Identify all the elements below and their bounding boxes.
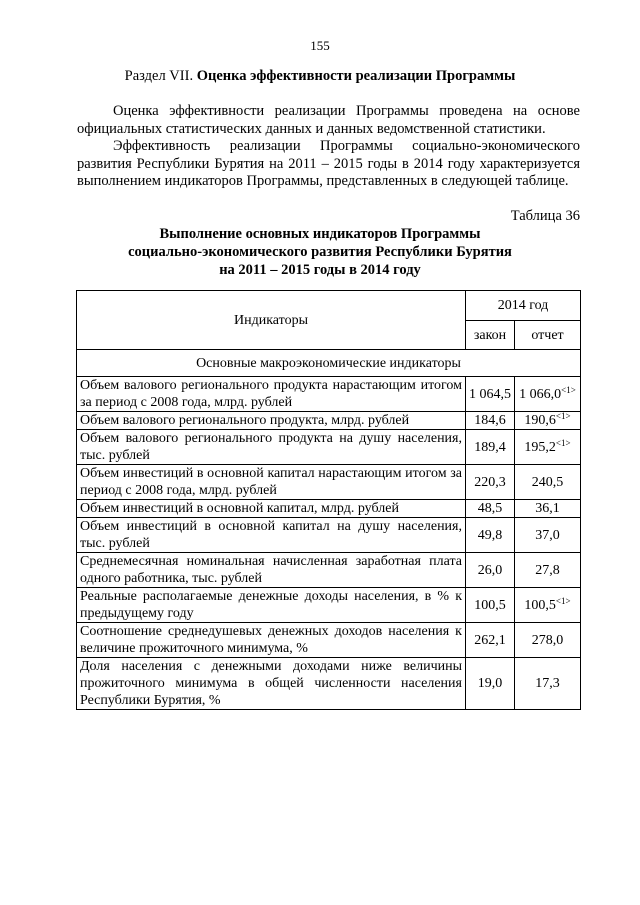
table-row: [77, 588, 581, 623]
law-value: 189,4: [466, 430, 515, 465]
report-value: 278,0: [531, 632, 564, 648]
table-header-row: [77, 291, 581, 321]
report-cell: [515, 465, 581, 500]
report-value: 1 066,0: [519, 386, 562, 402]
report-cell: [515, 518, 581, 553]
report-cell: [515, 623, 581, 658]
report-cell: [515, 500, 581, 518]
indicator-name: Объем валового регионального продукта, млрд. рублей: [77, 412, 466, 430]
table-title-line: на 2011 – 2015 годы в 2014 году: [219, 262, 421, 278]
law-value: 1 064,5: [466, 377, 515, 412]
table-row: [77, 430, 581, 465]
law-value: 49,8: [466, 518, 515, 553]
footnote-mark: <1>: [555, 595, 571, 606]
header-law: закон: [466, 321, 515, 350]
indicator-name: Объем инвестиций в основной капитал, млрд. рублей: [77, 500, 466, 518]
intro-paragraph: Оценка эффективности реализации Программы проведена на основе официальных статистических данных и данных ведомственной статистики.: [77, 103, 580, 137]
section-title: Оценка эффективности реализации Программы: [196, 68, 516, 84]
law-value: 19,0: [466, 658, 515, 710]
report-value: 100,5: [524, 597, 556, 613]
table-row: [77, 658, 581, 710]
page-number: 155: [310, 38, 330, 53]
header-indicators: Индикаторы: [77, 291, 466, 350]
table-row: [77, 623, 581, 658]
indicator-name: Соотношение среднедушевых денежных доходов населения к величине прожиточного минимума, %: [77, 623, 466, 658]
header-report: отчет: [515, 321, 581, 350]
footnote-mark: <1>: [561, 384, 576, 395]
report-value: 190,6: [524, 413, 556, 428]
report-cell: [515, 412, 581, 430]
law-value: 262,1: [466, 623, 515, 658]
law-value: 48,5: [466, 500, 515, 518]
group-title: Основные макроэкономические индикаторы: [77, 350, 581, 377]
report-value: 27,8: [535, 562, 560, 578]
table-row: [77, 465, 581, 500]
law-value: 26,0: [466, 553, 515, 588]
effectiveness-paragraph: Эффективность реализации Программы социально-экономического развития Республики Бурятия на 2011 – 2015 годы в 2014 году характеризуется выполнением индикаторов Программы, представленных в следующей таблице.: [77, 138, 580, 189]
table-group-row: [77, 350, 581, 377]
table-row: [77, 412, 581, 430]
report-value: 17,3: [535, 676, 560, 691]
indicator-name: Объем валового регионального продукта нарастающим итогом за период с 2008 года, млрд. рублей: [77, 377, 466, 412]
report-value: 195,2: [524, 439, 556, 455]
indicator-name: Объем валового регионального продукта на душу населения, тыс. рублей: [77, 430, 466, 465]
section-prefix: Раздел VII.: [124, 68, 194, 84]
footnote-mark: <1>: [555, 411, 571, 421]
table-title-line: Выполнение основных индикаторов Программы: [159, 226, 481, 242]
report-cell: [515, 588, 581, 623]
table-row: [77, 518, 581, 553]
table-label: Таблица 36: [510, 208, 580, 224]
report-value: 240,5: [531, 474, 564, 490]
report-value: 37,0: [535, 527, 560, 543]
law-value: 220,3: [466, 465, 515, 500]
table-row: [77, 500, 581, 518]
table-title-line: социально-экономического развития Республики Бурятия: [128, 244, 512, 260]
law-value: 184,6: [466, 412, 515, 430]
header-year: 2014 год: [466, 291, 581, 321]
report-cell: [515, 658, 581, 710]
indicator-name: Объем инвестиций в основной капитал на душу населения, тыс. рублей: [77, 518, 466, 553]
indicators-table: [76, 290, 581, 710]
footnote-mark: <1>: [555, 437, 571, 448]
indicator-name: Доля населения с денежными доходами ниже величины прожиточного минимума в общей численности населения Республики Бурятия, %: [77, 658, 466, 710]
section-heading: [0, 68, 640, 85]
report-cell: [515, 377, 581, 412]
table-title: [0, 225, 640, 279]
report-value: 36,1: [535, 501, 560, 516]
report-cell: [515, 430, 581, 465]
indicator-name: Реальные располагаемые денежные доходы населения, в % к предыдущему году: [77, 588, 466, 623]
table-row: [77, 553, 581, 588]
law-value: 100,5: [466, 588, 515, 623]
indicator-name: Среднемесячная номинальная начисленная заработная плата одного работника, тыс. рублей: [77, 553, 466, 588]
table-row: [77, 377, 581, 412]
indicator-name: Объем инвестиций в основной капитал нарастающим итогом за период с 2008 года, млрд. рублей: [77, 465, 466, 500]
report-cell: [515, 553, 581, 588]
